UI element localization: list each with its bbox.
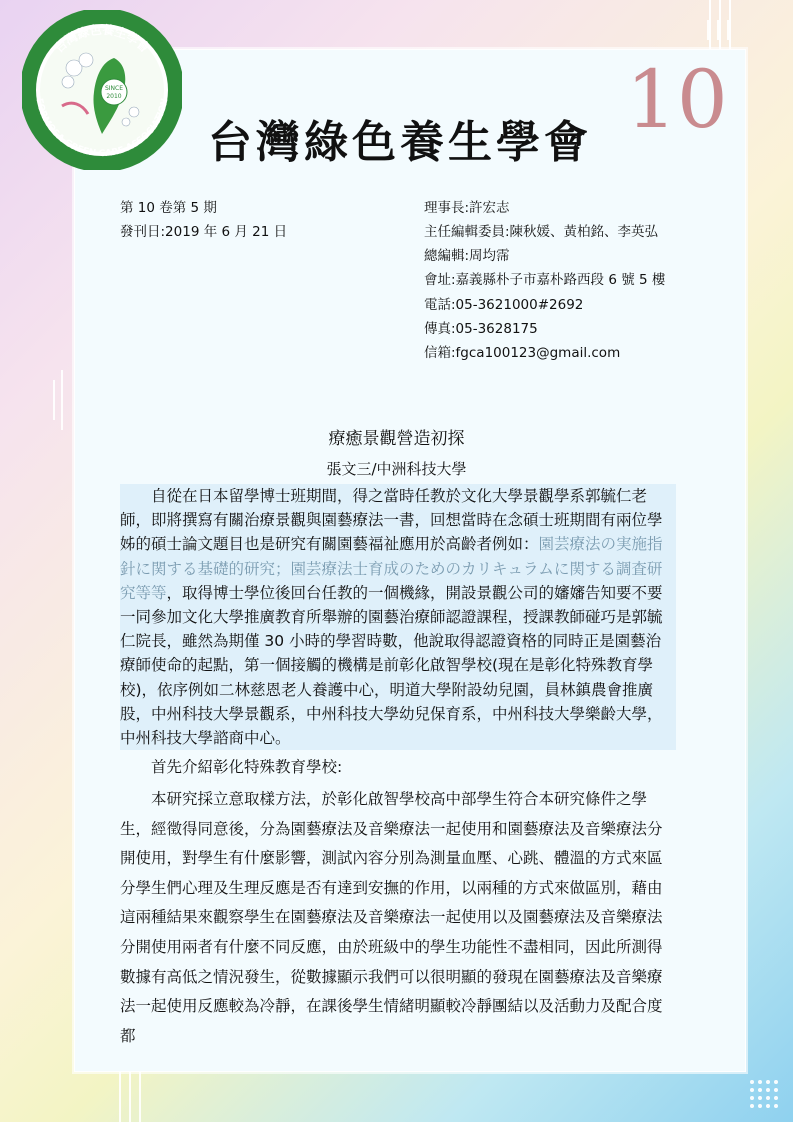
publish-date: 發刊日:2019 年 6 月 21 日: [120, 224, 288, 240]
editors-info: 主任編輯委員:陳秋媛、黃柏銘、李英弘: [424, 224, 659, 240]
masthead-title: 台灣綠色養生學會: [208, 117, 592, 168]
paragraph-3-text: 本研究採立意取樣方法，於彰化啟智學校高中部學生符合本研究條件之學生，經徵得同意後，分為園藝療法及音樂療法一起使用和園藝療法及音樂療法分開使用，對學生有什麼影響，測試內容分別為測量血壓、心跳、體溫的方式來區分學生們心理及生理反應是否有達到安撫的作用，以兩種的方式來做區別，藉由這兩種結果來觀察學生在園藝療法及音樂療法一起使用以及園藝療法及音樂療法分開使用兩者有什麼不同反應，由於班級中的學生功能性不盡相同，因此所測得數據有高低之情況發生，從數據顯示我們可以很明顯的發現在園藝療法及音樂療法一起使用反應較為冷靜，在課後學生情緒明顯較冷靜團結以及活動力及配合度都: [120, 790, 663, 1045]
logo-bottom-text: FORMOSA GREEN CARE ASSOCIATION: [33, 97, 171, 160]
paragraph-1-text-b: ，取得博士學位後回台任教的一個機緣，開設景觀公司的嬸嬸告知要不要一同參加文化大學推廣教育所舉辦的園藝治療師認證課程，授課教師碰巧是郭毓仁院長，雖然為期僅 30 小時的學習時數，他說取得認證資格的同時正是園藝治療師使命的起點，第一個接觸的機構是前彰化啟智學校(現在是彰化特殊教育學校)，依序例如二林慈恩老人養護中心，明道大學附設幼兒園，員林鎮農會推廣股，中州科技大學景觀系，中州科技大學幼兒保育系，中州科技大學樂齡大學，中州科技大學諮商中心。: [120, 583, 663, 748]
society-logo-icon: [22, 10, 182, 170]
japanese-title-2: 園芸療法士育成のためのカリキュラムに関する調査研究等等: [120, 559, 663, 602]
paragraph-2-text: 首先介紹彰化特殊教育學校:: [151, 758, 343, 776]
article-author: 張文三/中洲科技大學: [326, 460, 467, 478]
volume-info: 第 10 卷第 5 期: [120, 200, 217, 216]
email-info: 信箱:fgca100123@gmail.com: [424, 345, 621, 361]
fax-info: 傳真:05-3628175: [424, 321, 538, 337]
chairman-info: 理事長:許宏志: [424, 200, 510, 216]
chief-editor-info: 總編輯:周均霈: [424, 248, 510, 264]
japanese-title-separator: ；: [275, 559, 291, 578]
logo-since-text: SINCE: [104, 85, 124, 92]
address-info: 會址:嘉義縣朴子市嘉朴路西段 6 號 5 樓: [424, 272, 666, 288]
article-paragraph-2: [120, 755, 676, 779]
japanese-title-1: 園芸療法の実施指針に関する基礎的研究: [120, 535, 663, 578]
issue-number: 10: [626, 53, 728, 146]
logo-top-text: 台灣綠色養生學會: [51, 22, 153, 56]
article-title: 療癒景觀營造初探: [328, 429, 465, 449]
article-paragraph-3: [120, 785, 676, 1051]
logo-year-text: 2010: [106, 93, 122, 100]
phone-info: 電話:05-3621000#2692: [424, 297, 584, 313]
article-paragraph-1: [120, 484, 676, 750]
paragraph-1-text-a: 自從在日本留學博士班期間，得之當時任教於文化大學景觀學系郭毓仁老師，即將撰寫有關治療景觀與園藝療法一書，回想當時在念碩士班期間有兩位學姊的碩士論文題目也是研究有關園藝福祉應用於高齡者例如：: [120, 487, 663, 554]
